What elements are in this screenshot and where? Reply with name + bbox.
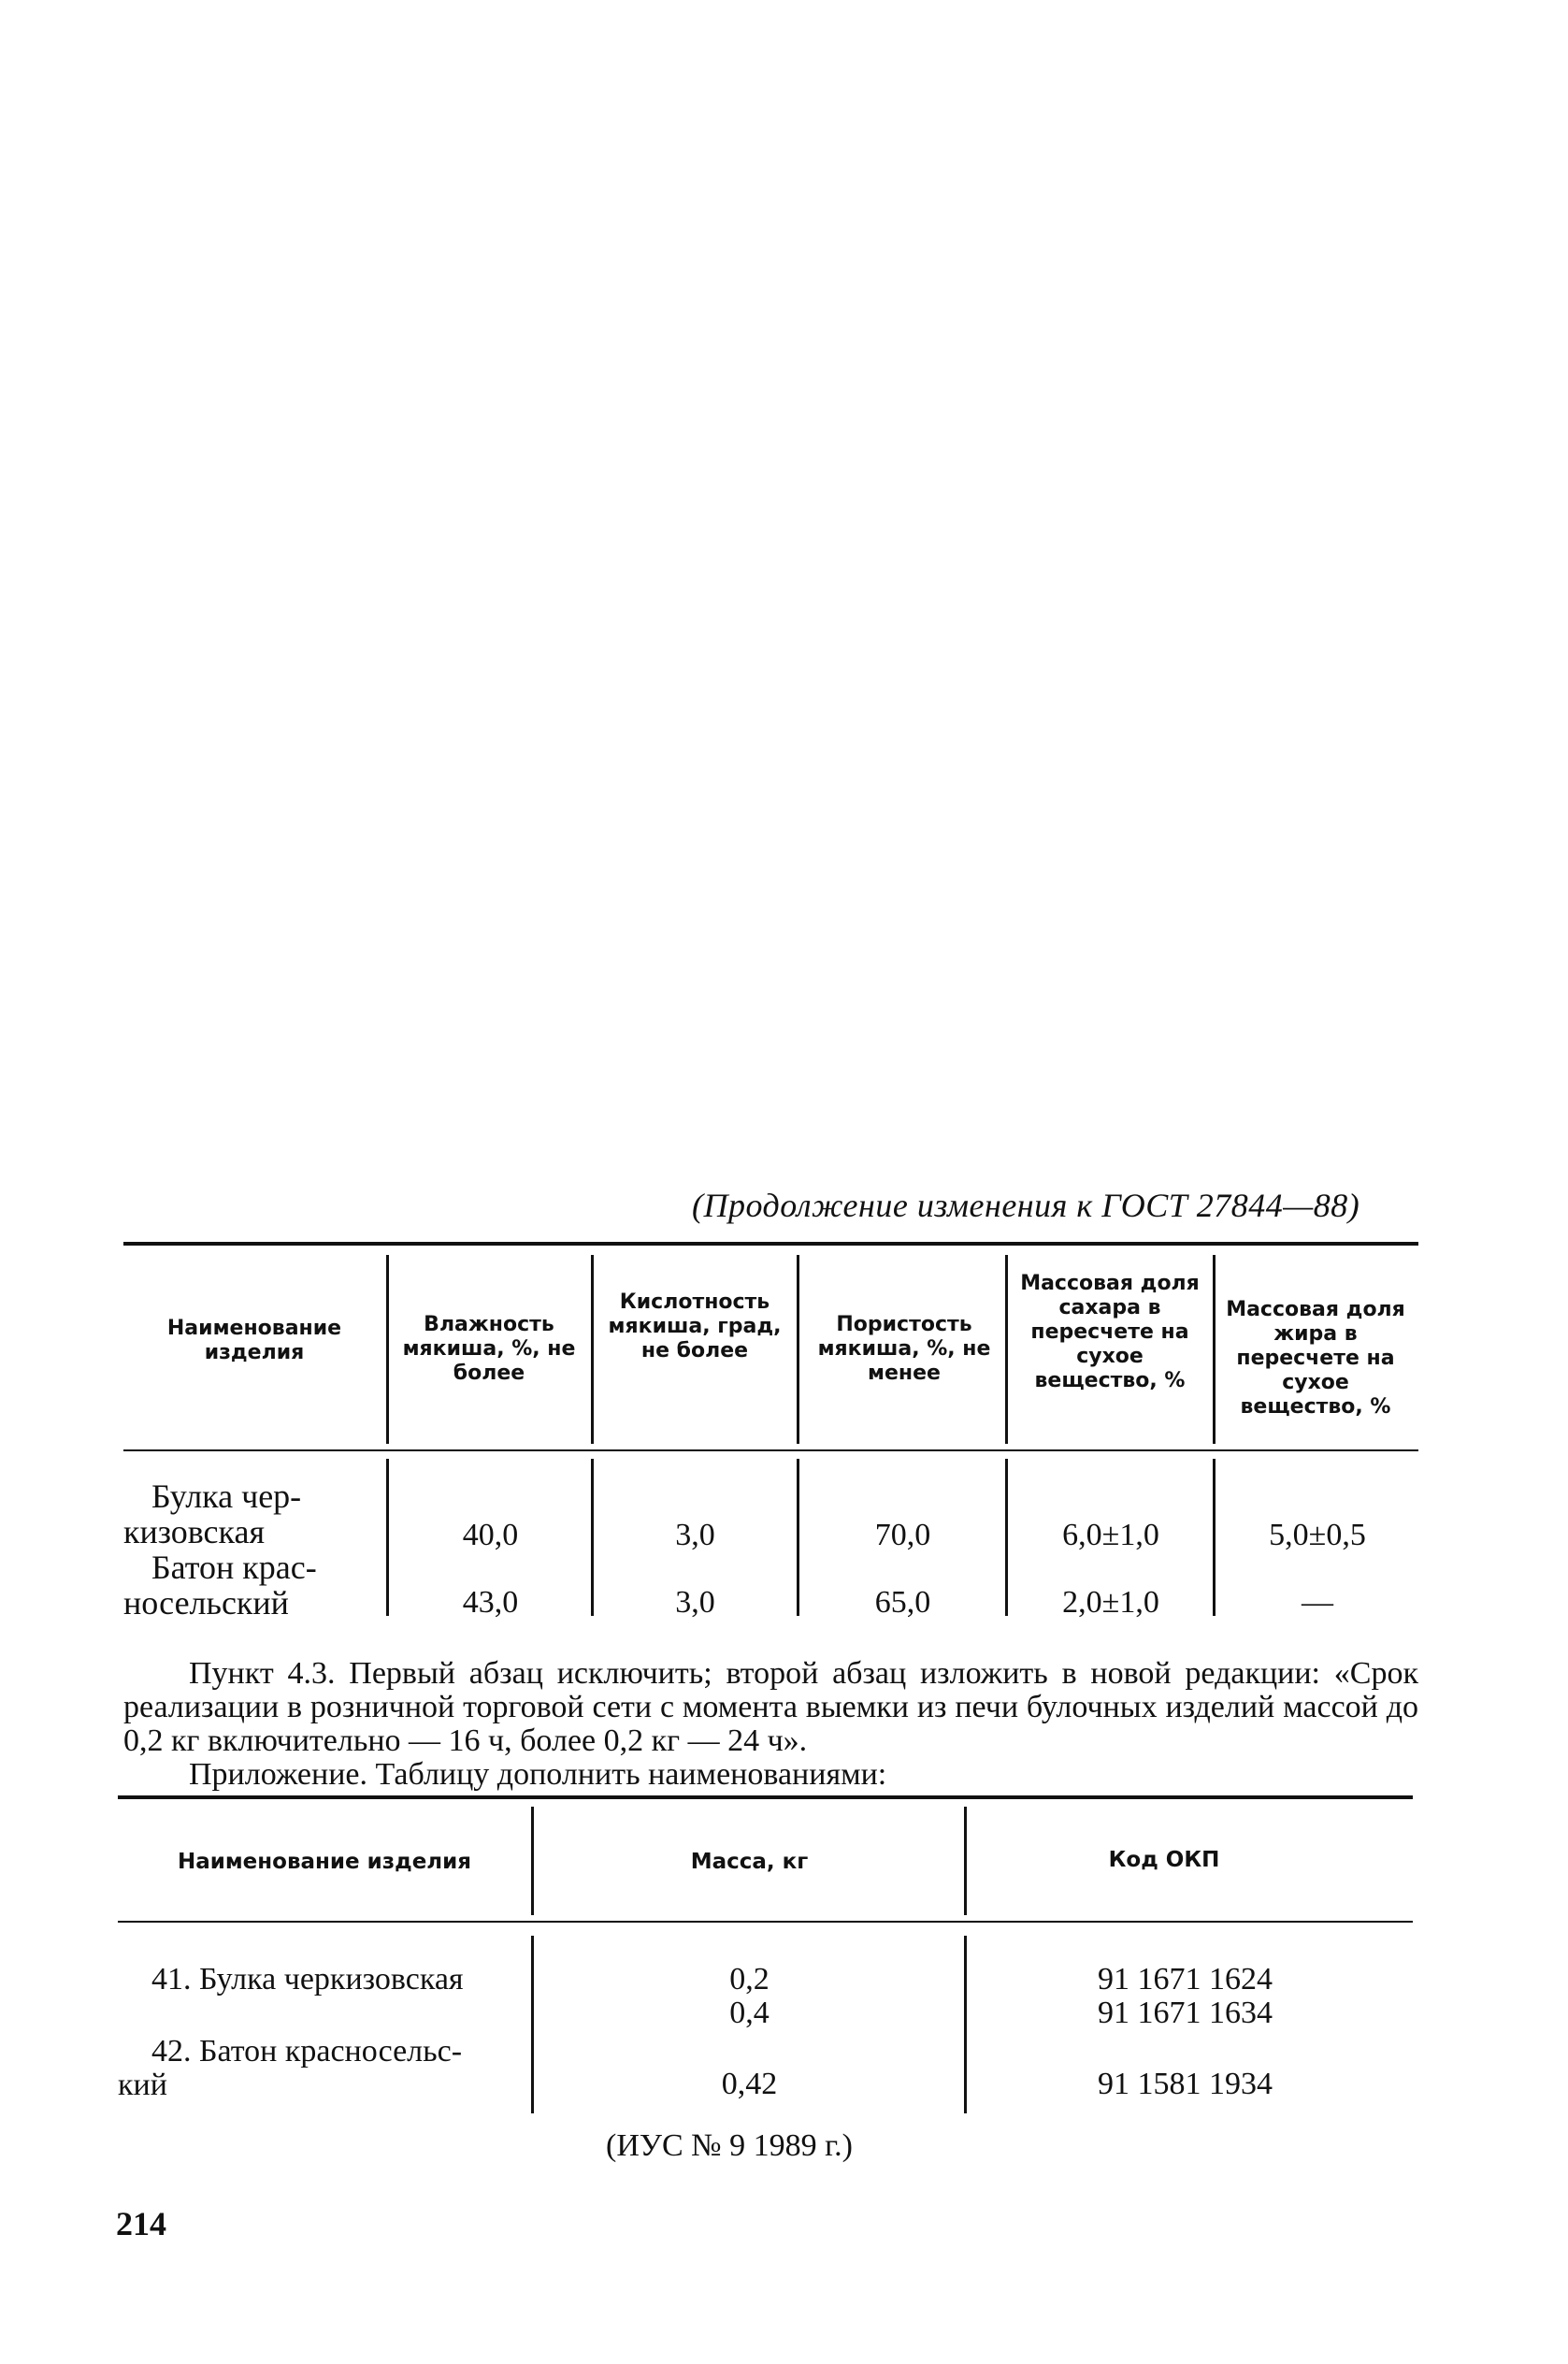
column-divider (531, 1807, 534, 1915)
cell-mass: 0,42 (721, 2067, 778, 2101)
column-divider (1005, 1459, 1008, 1616)
cell-mass: 0,2 (729, 1962, 770, 1996)
table-quality-indicators (123, 1242, 1418, 1622)
cell-fat: 5,0±0,5 (1269, 1518, 1366, 1552)
column-divider (1213, 1255, 1216, 1444)
row-product-name: 41. Булка черкизовская (151, 1962, 464, 1996)
column-divider (964, 1936, 967, 2113)
cell-porosity: 70,0 (874, 1518, 931, 1552)
row-name-line2: носельский (123, 1584, 289, 1622)
table-appendix-products (118, 1795, 1413, 2113)
row-name-line2: кизовская (123, 1513, 266, 1550)
header-sugar: Массовая доля сахара в пересчете на сухое вещество, % (1020, 1272, 1200, 1392)
header-product-name: Наименование изделия (177, 1850, 472, 1874)
row-product-name-cont: кий (118, 2068, 167, 2102)
row-product-name: 42. Батон красносельс- (151, 2034, 463, 2068)
header-product-name: Наименование изделия (166, 1317, 342, 1364)
column-divider (797, 1459, 799, 1616)
table-top-rule (123, 1242, 1418, 1246)
column-divider (1213, 1459, 1216, 1616)
cell-moisture: 40,0 (462, 1518, 519, 1552)
paragraph-item-4-3: Пункт 4.3. Первый абзац исключить; второй абзац изложить в новой редакции: «Срок реализации в розничной торговой сети с момента выемки из печи булочных изделий массой до 0,2 кг включительно — 16 ч, более 0,2 кг — 24 ч». (123, 1656, 1418, 1758)
header-acidity: Кислотность мякиша, град, не более (608, 1290, 782, 1362)
column-divider (531, 1936, 534, 2113)
cell-fat: — (1302, 1585, 1333, 1620)
cell-acidity: 3,0 (675, 1585, 715, 1620)
cell-porosity: 65,0 (874, 1585, 931, 1620)
header-okp-code: Код ОКП (1108, 1848, 1220, 1872)
cell-moisture: 43,0 (462, 1585, 519, 1620)
amendment-text (123, 1657, 1418, 1792)
header-moisture: Влажность мякиша, %, не более (402, 1313, 576, 1385)
cell-okp-code: 91 1581 1934 (1098, 2067, 1273, 2101)
column-divider (797, 1255, 799, 1444)
page-number: 214 (116, 2205, 166, 2242)
column-divider (1005, 1255, 1008, 1444)
table-top-rule (118, 1795, 1413, 1799)
paragraph-appendix: Приложение. Таблицу дополнить наименованиями: (189, 1757, 887, 1792)
issue-reference: (ИУС № 9 1989 г.) (606, 2128, 853, 2163)
cell-okp-code: 91 1671 1634 (1098, 1996, 1273, 2030)
cell-okp-code: 91 1671 1624 (1098, 1962, 1273, 1996)
cell-mass: 0,4 (729, 1996, 770, 2030)
cell-sugar: 2,0±1,0 (1062, 1585, 1159, 1620)
header-fat: Массовая доля жира в пересчете на сухое вещество, % (1226, 1298, 1405, 1419)
cell-sugar: 6,0±1,0 (1062, 1518, 1159, 1552)
column-divider (386, 1459, 389, 1616)
row-name-line1: Батон крас- (151, 1549, 317, 1586)
cell-acidity: 3,0 (675, 1518, 715, 1552)
header-porosity: Пористость мякиша, %, не менее (817, 1313, 991, 1385)
column-divider (591, 1459, 594, 1616)
header-mass: Масса, кг (690, 1850, 809, 1874)
column-divider (964, 1807, 967, 1915)
column-divider (591, 1255, 594, 1444)
column-divider (386, 1255, 389, 1444)
running-head: (Продолжение изменения к ГОСТ 27844—88) (692, 1187, 1360, 1224)
table-header-rule (123, 1449, 1418, 1451)
table-header-rule (118, 1921, 1413, 1923)
row-name-line1: Булка чер- (151, 1478, 302, 1515)
